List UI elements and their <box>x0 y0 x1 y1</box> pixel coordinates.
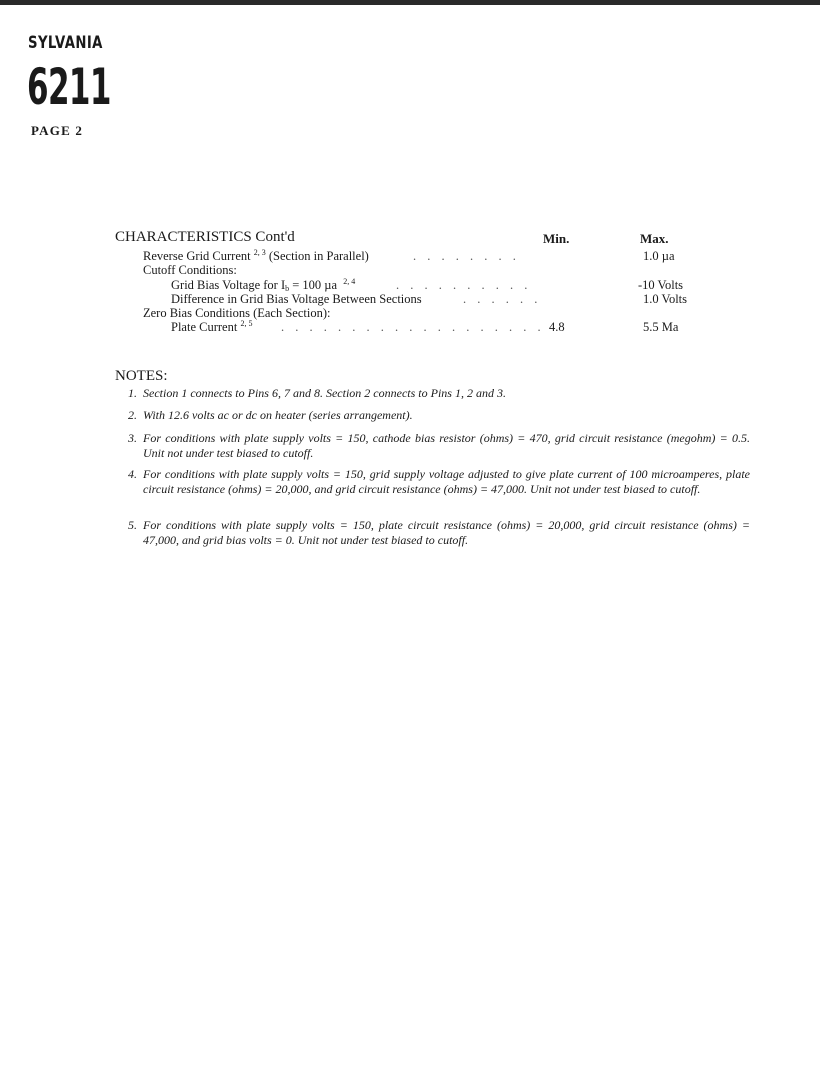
spec-max-value: 1.0 µa <box>643 249 675 263</box>
note-item <box>128 386 750 401</box>
characteristics-heading: CHARACTERISTICS Cont'd <box>115 229 295 245</box>
leader-dots: . . . . . . . . . . <box>396 278 532 292</box>
leader-dots: . . . . . . <box>463 292 542 306</box>
leader-dots: . . . . . . . . <box>413 249 520 263</box>
top-border <box>0 0 820 5</box>
note-number: 4. <box>128 467 137 481</box>
note-text: For conditions with plate supply volts = 150, plate circuit resistance (ohms) = 20,000, grid circuit resistance (ohms) = 47,000, and grid bias volts = 0. Unit not under test biased to cutoff. <box>143 518 750 547</box>
note-text: For conditions with plate supply volts = 150, cathode bias resistor (ohms) = 470, grid circuit resistance (megohm) = 0.5. Unit not under test biased to cutoff. <box>143 431 750 460</box>
note-number: 1. <box>128 386 137 400</box>
note-number: 5. <box>128 518 137 532</box>
spec-label: Plate Current $^{2, 5}$ <box>171 319 253 334</box>
spec-min-value: 4.8 <box>549 320 565 334</box>
tube-type-number: 6211 <box>27 58 111 116</box>
note-text: For conditions with plate supply volts = 150, grid supply voltage adjusted to give plate current of 100 microamperes, plate circuit resistance (ohms) = 20,000, and grid circuit resistance (ohms) = 47,000. Unit not under test biased to cutoff. <box>143 467 750 496</box>
note-item <box>128 467 750 497</box>
note-number: 2. <box>128 408 137 422</box>
notes-heading: NOTES: <box>115 368 168 384</box>
note-item <box>128 431 750 461</box>
spec-max-value: 5.5 Ma <box>643 320 679 334</box>
spec-max-value: 1.0 Volts <box>643 292 688 306</box>
page-number: PAGE 2 <box>31 123 84 138</box>
note-item <box>128 408 750 423</box>
note-text: Section 1 connects to Pins 6, 7 and 8. Section 2 connects to Pins 1, 2 and 3. <box>143 386 506 400</box>
spec-max-value: -10 Volts <box>638 278 684 292</box>
spec-label: Grid Bias Voltage for $I_b = 100$ µa $^{2, 4}$ <box>171 277 356 293</box>
note-number: 3. <box>128 431 137 445</box>
column-header-min: Min. <box>543 231 570 246</box>
spec-label: Reverse Grid Current $^{2, 3}$ (Section in Parallel) <box>143 248 369 263</box>
note-item <box>128 518 750 548</box>
spec-label: Difference in Grid Bias Voltage Between Sections <box>171 292 422 306</box>
brand-name: SYLVANIA <box>28 33 103 53</box>
column-header-max: Max. <box>640 231 669 246</box>
note-text: With 12.6 volts ac or dc on heater (series arrangement). <box>143 408 413 422</box>
leader-dots: . . . . . . . . . . . . . . . . . . . <box>281 320 545 334</box>
